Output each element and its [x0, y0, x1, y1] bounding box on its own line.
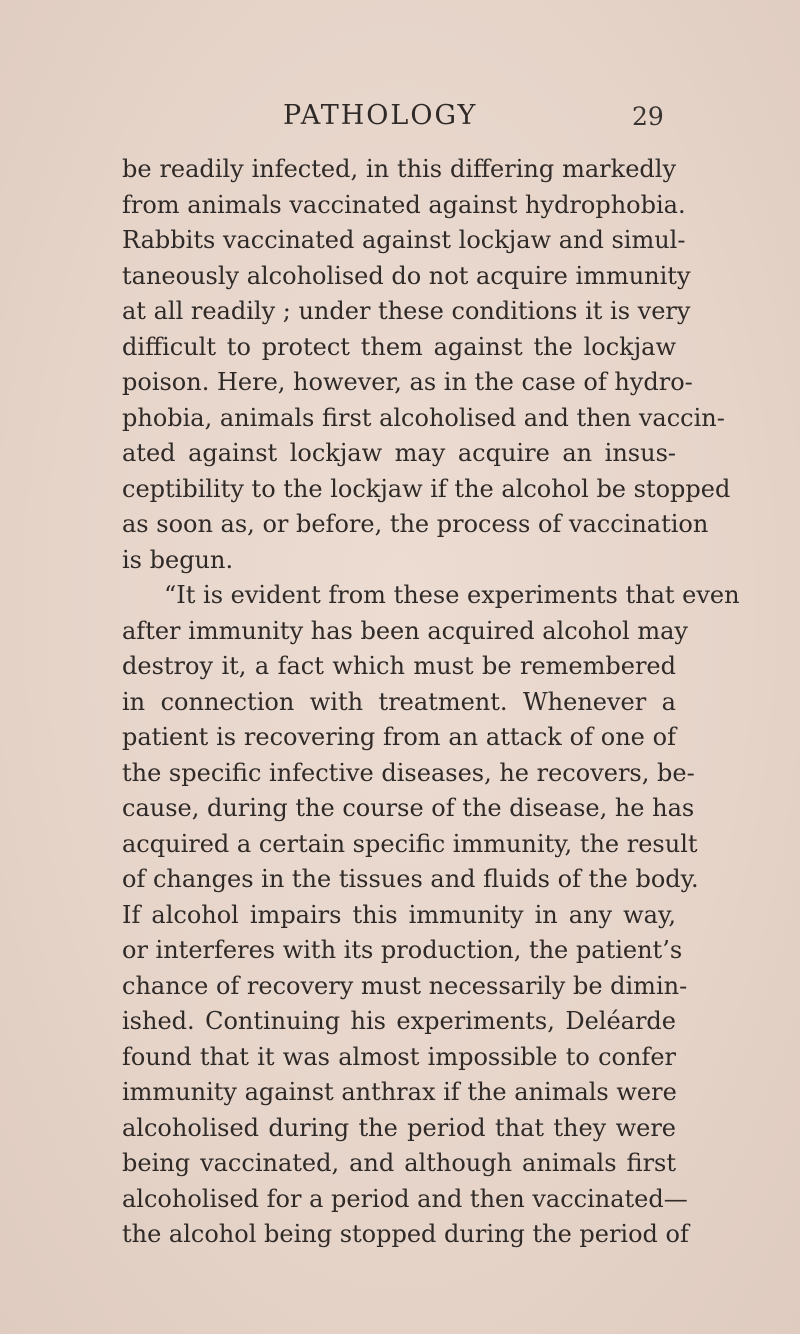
text-line: patient is recovering from an attack of one of: [122, 723, 676, 751]
text-line: after immunity has been acquired alcohol may: [122, 616, 688, 645]
text-line: the alcohol being stopped during the period of: [122, 1220, 689, 1248]
text-line: be readily infected, in this differing markedly: [122, 155, 676, 183]
text-line: in connection with treatment. Whenever a: [122, 687, 676, 716]
text-line: ated against lockjaw may acquire an insus-: [122, 439, 676, 467]
text-line: poison. Here, however, as in the case of hydro-: [122, 368, 693, 396]
text-line: from animals vaccinated against hydrophobia.: [122, 190, 686, 219]
text-line: chance of recovery must necessarily be dimin-: [122, 971, 688, 1000]
text-line: alcoholised for a period and then vaccinated—: [122, 1184, 688, 1213]
text-line: at all readily ; under these conditions it is very: [122, 297, 691, 325]
text-line: acquired a certain specific immunity, the result: [122, 829, 698, 858]
text-line: being vaccinated, and although animals first: [122, 1149, 676, 1177]
paragraph-end-line: is begun.: [122, 545, 234, 574]
text-line: Rabbits vaccinated against lockjaw and simul-: [122, 226, 686, 254]
text-line: phobia, animals first alcoholised and then vaccin-: [122, 403, 725, 432]
text-line: as soon as, or before, the process of vaccination: [122, 510, 709, 538]
text-line: immunity against anthrax if the animals were: [122, 1078, 677, 1106]
text-line: cause, during the course of the disease, he has: [122, 794, 695, 822]
text-line: taneously alcoholised do not acquire immunity: [122, 261, 691, 290]
page-header: [0, 100, 800, 140]
text-line: of changes in the tissues and fluids of the body.: [122, 865, 699, 893]
text-line: or interferes with its production, the patient’s: [122, 936, 683, 964]
text-line: destroy it, a fact which must be remembered: [122, 652, 676, 680]
text-line: alcoholised during the period that they were: [122, 1113, 676, 1142]
page-number: 29: [632, 102, 664, 131]
text-line: the specific infective diseases, he recovers, be-: [122, 758, 695, 787]
text-line: ceptibility to the lockjaw if the alcohol be stopped: [122, 474, 731, 503]
text-line: ished. Continuing his experiments, Deléarde: [122, 1007, 676, 1035]
paragraph-start-line: “It is evident from these experiments that even: [164, 581, 740, 609]
text-line: difficult to protect them against the lockjaw: [122, 332, 676, 361]
text-line: found that it was almost impossible to confer: [122, 1042, 676, 1071]
text-line: If alcohol impairs this immunity in any way,: [122, 900, 676, 929]
body-text: [122, 152, 740, 1253]
running-title: PATHOLOGY: [283, 100, 478, 131]
